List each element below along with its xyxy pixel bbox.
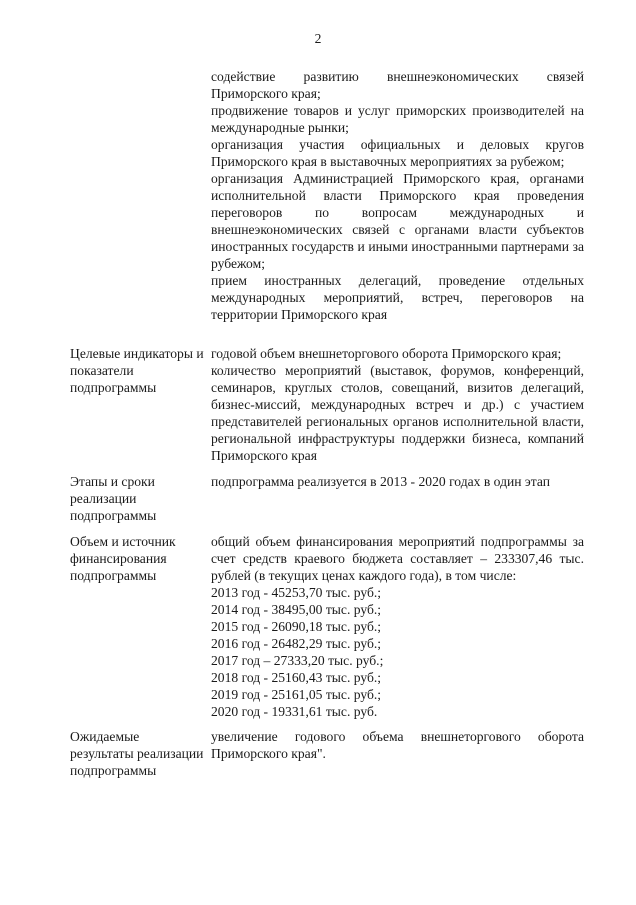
task-paragraph: прием иностранных делегаций, проведение отдельных международных мероприятий, встреч, переговоров на территории Приморского края [211, 273, 584, 322]
financing-year-line: 2014 год - 38495,00 тыс. руб.; [211, 602, 382, 617]
financing-year-line: 2018 год - 25160,43 тыс. руб.; [211, 670, 382, 685]
section-content [211, 728, 584, 762]
financing-year-line: 2017 год – 27333,20 тыс. руб.; [211, 653, 384, 668]
section-label: Ожидаемые результаты реализации подпрограммы [70, 729, 204, 778]
section-content [211, 473, 584, 490]
task-paragraph: продвижение товаров и услуг приморских производителей на международные рынки; [211, 103, 584, 135]
section-content [211, 533, 584, 720]
section-label: Этапы и сроки реализации подпрограммы [70, 474, 157, 523]
task-paragraph: содействие развитию внешнеэкономических связей Приморского края; [211, 69, 584, 101]
section-paragraph: количество мероприятий (выставок, форумов, конференций, семинаров, круглых столов, совещаний, визитов делегаций, бизнес-миссий, международных встреч и др.) с участием представителей региональных органов исполнительной власти, региональной инфраструктуры поддержки бизнеса, компаний Приморского края [211, 363, 584, 463]
financing-year-line: 2016 год - 26482,29 тыс. руб.; [211, 636, 382, 651]
section-paragraph: подпрограмма реализуется в 2013 - 2020 годах в один этап [211, 474, 551, 489]
financing-year-line: 2019 год - 25161,05 тыс. руб.; [211, 687, 382, 702]
section-label: Целевые индикаторы и показатели подпрограммы [70, 346, 204, 395]
task-paragraph: организация участия официальных и деловых кругов Приморского края в выставочных мероприятиях за рубежом; [211, 137, 584, 169]
financing-year-line: 2013 год - 45253,70 тыс. руб.; [211, 585, 382, 600]
tasks-content [211, 68, 584, 323]
section-paragraph: годовой объем внешнеторгового оборота Приморского края; [211, 346, 562, 361]
page-number: 2 [314, 31, 322, 46]
financing-year-line: 2015 год - 26090,18 тыс. руб.; [211, 619, 382, 634]
section-paragraph: увеличение годового объема внешнеторгового оборота Приморского края". [211, 729, 584, 761]
section-content [211, 345, 584, 464]
section-paragraph: общий объем финансирования мероприятий подпрограммы за счет средств краевого бюджета составляет – 233307,46 тыс. рублей (в текущих ценах каждого года), в том числе: [211, 534, 584, 583]
section-label: Объем и источник финансирования подпрограммы [70, 534, 176, 583]
financing-year-line: 2020 год - 19331,61 тыс. руб. [211, 704, 378, 719]
task-paragraph: организация Администрацией Приморского края, органами исполнительной власти Приморского края проведения переговоров по вопросам международных и внешнеэкономических связей с органами власти субъектов иностранных государств и иными иностранными партнерами за рубежом; [211, 171, 584, 271]
